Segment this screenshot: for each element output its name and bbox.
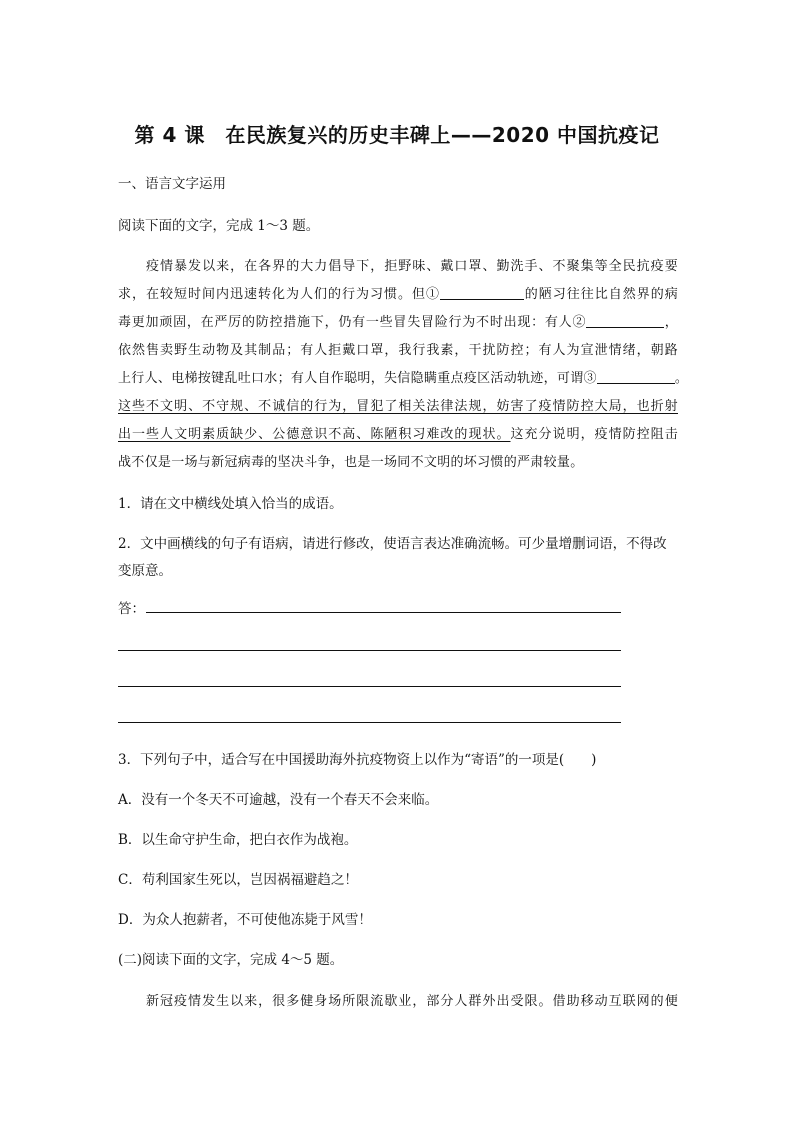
option-d[interactable]: D．为众人抱薪者，不可使他冻毙于风雪！ (118, 912, 372, 928)
fill-blank-3[interactable] (597, 369, 675, 384)
passage-line: 上行人、电梯按键乱吐口水；有人自作聪明，失信隐瞒重点疫区活动轨迹，可谓③ 。 (118, 371, 689, 386)
question-2-cont: 变原意。 (118, 563, 172, 579)
fill-blank-1[interactable] (440, 285, 524, 300)
answer-line[interactable] (118, 650, 621, 651)
fill-blank-2[interactable] (586, 313, 664, 328)
passage-line: 疫情暴发以来，在各界的大力倡导下，拒野味、戴口罩、勤洗手、不聚集等全民抗疫要 (146, 259, 678, 274)
question-1: 1．请在文中横线处填入恰当的成语。 (118, 496, 343, 512)
question-2: 2．文中画横线的句子有语病，请进行修改，使语言表达准确流畅。可少量增删词语，不得改 (118, 536, 667, 552)
passage-line: 战不仅是一场与新冠病毒的坚决斗争，也是一场同不文明的坏习惯的严肃较量。 (118, 455, 584, 470)
passage-line: 出一些人文明素质缺少、公德意识不高、陈陋积习难改的现状。这充分说明，疫情防控阻击 (118, 427, 678, 442)
answer-line[interactable] (118, 686, 621, 687)
underlined-sentence: 这些不文明、不守规、不诚信的行为，冒犯了相关法律法规，妨害了疫情防控大局，也折射 (118, 399, 678, 414)
page-title: 第 4 课 在民族复兴的历史丰碑上——2020 中国抗疫记 (134, 123, 660, 147)
passage-2-line: 新冠疫情发生以来，很多健身场所限流歇业，部分人群外出受限。借助移动互联网的便 (146, 994, 678, 1009)
underlined-sentence: 出一些人文明素质缺少、公德意识不高、陈陋积习难改的现状。 (118, 427, 511, 442)
option-a[interactable]: A．没有一个冬天不可逾越，没有一个春天不会来临。 (118, 792, 439, 808)
option-b[interactable]: B．以生命守护生命，把白衣作为战袍。 (118, 832, 358, 848)
answer-line[interactable] (146, 612, 621, 613)
passage-line: 求，在较短时间内迅速转化为人们的行为习惯。但① 的陋习往往比自然界的病 (118, 287, 678, 302)
passage-line: 依然售卖野生动物及其制品；有人拒戴口罩，我行我素，干扰防控；有人为宣泄情绪，朝路 (118, 343, 678, 358)
reading-instruction-1: 阅读下面的文字，完成 1～3 题。 (118, 218, 320, 234)
section-heading-2: (二)阅读下面的文字，完成 4～5 题。 (118, 952, 344, 968)
option-c[interactable]: C．苟利国家生死以，岂因祸福避趋之！ (118, 872, 358, 888)
question-3: 3．下列句子中，适合写在中国援助海外抗疫物资上以作为“寄语”的一项是( ) (118, 752, 597, 768)
answer-line[interactable] (118, 722, 621, 723)
passage-line: 毒更加顽固，在严厉的防控措施下，仍有一些冒失冒险行为不时出现：有人② ， (118, 315, 678, 330)
answer-label: 答： (118, 601, 145, 617)
section-heading-1: 一、语言文字运用 (118, 176, 226, 192)
